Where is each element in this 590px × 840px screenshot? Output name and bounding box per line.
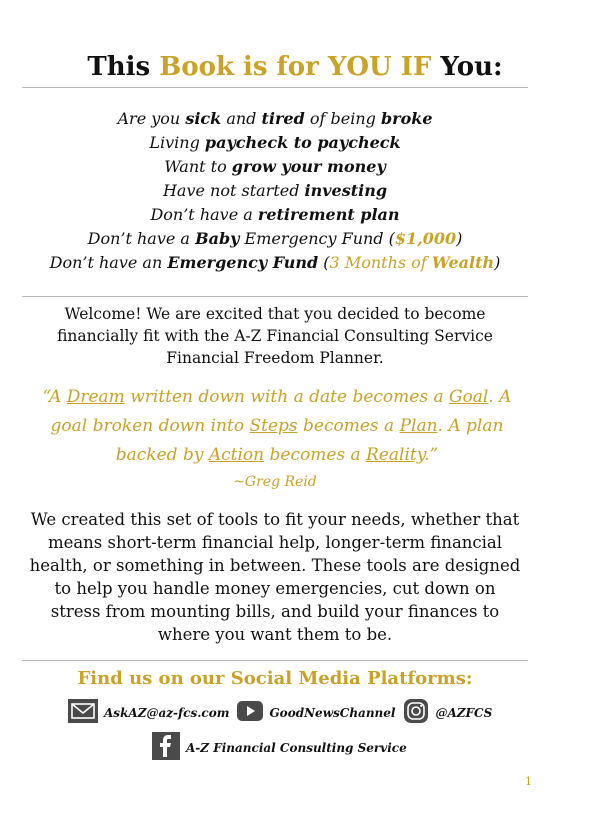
instagram-link[interactable] [403,698,492,728]
qualifier-line: Living paycheck to paycheck [149,133,401,152]
qualifier-line: Don’t have a retirement plan [150,205,400,224]
qualifier-line: Want to grow your money [164,157,386,176]
social-title: Find us on our Social Media Platforms: [77,668,473,689]
facebook-icon [152,732,180,764]
qualifier-list [0,107,550,275]
divider [22,660,528,661]
email-link[interactable] [68,699,229,727]
instagram-label: @AZFCS [435,706,493,720]
facebook-label: A-Z Financial Consulting Service [186,741,407,755]
divider [22,296,528,297]
social-row [68,698,500,728]
qualifier-line: Are you sick and tired of being broke [117,109,433,128]
youtube-link[interactable] [237,701,395,725]
divider [22,87,528,88]
quote: “A Dream written down with a date becomes a Goal. A goal broken down into Steps becomes a Plan. A plan backed by Action becomes a Reality.” [42,387,512,465]
social-row [152,732,415,764]
quote-author: ~Greg Reid [233,474,317,490]
qualifier-line: Don’t have a Baby Emergency Fund ($1,000) [87,229,463,248]
page-number: 1 [525,775,532,788]
youtube-icon [237,701,263,725]
mail-icon [68,699,98,727]
page-title: This Book is for YOU IF You: [87,52,503,82]
qualifier-line: Don’t have an Emergency Fund (3 Months of Wealth) [49,253,501,272]
instagram-icon [403,698,429,728]
qualifier-line: Have not started investing [162,181,388,200]
youtube-label: GoodNewsChannel [269,706,396,720]
email-label: AskAZ@az-fcs.com [104,706,230,720]
intro-paragraph: We created this set of tools to fit your needs, whether that means short-term financial help, longer-term financial health, or something in between. These tools are designed to help you handle money emergencies, cut down on stress from mounting bills, and build your finances to where you want them to be. [29,510,521,644]
welcome-text: Welcome! We are excited that you decided to become financially fit with the A-Z Financial Consulting Service Financial Freedom Planner. [57,305,493,367]
facebook-link[interactable] [152,732,407,764]
